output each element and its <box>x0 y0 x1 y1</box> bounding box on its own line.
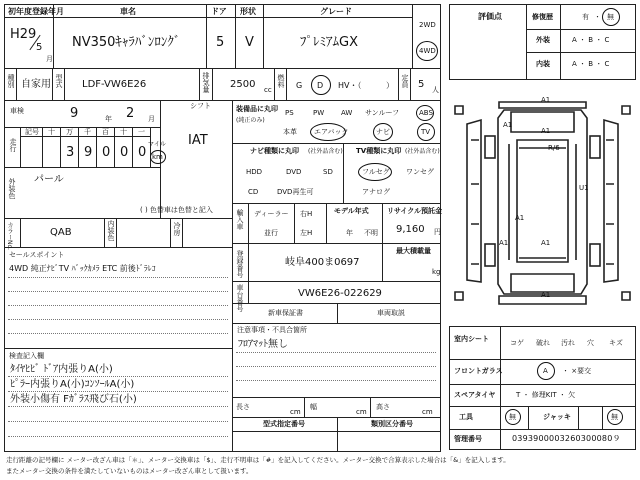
diagram-mark-1: A1 <box>541 96 551 104</box>
displacement-value: 2500 <box>230 79 256 90</box>
diagram-mark-2: A1 <box>503 121 513 129</box>
tools-label: 工具 <box>459 413 473 421</box>
inspection-month: 2 <box>126 106 135 121</box>
sales-point-text: 4WD 純正ﾅﾋﾞTV ﾊﾞｯｸｶﾒﾗ ETC 前後ﾄﾞﾗﾚｺ <box>9 264 156 273</box>
month-unit: 月 <box>46 55 53 63</box>
capacity-label: 定員 <box>401 74 409 88</box>
drive-4wd: 4WD <box>419 47 436 55</box>
repair-history-label: 修復歴 <box>532 13 553 21</box>
use-prefix-label: 種別 <box>7 74 15 88</box>
seat-item-4: キズ <box>609 339 623 347</box>
class-number-label: 類別区分番号 <box>371 420 413 428</box>
use-value: 自家用 <box>21 79 51 90</box>
grade-label: グレード <box>320 7 352 16</box>
model-value: LDF-VW6E26 <box>82 79 147 90</box>
door-label: ドア <box>211 7 227 16</box>
recycle-value: 9,160 <box>396 224 425 235</box>
inspection-label: 車検 <box>10 107 24 115</box>
exterior-note: ( ) 色替車は色替と記入 <box>140 206 213 214</box>
dim-length-cm: cm <box>290 408 301 416</box>
tv-type-sub: (社外品含む) <box>405 148 440 155</box>
navi-type-label: ナビ種類に丸印 <box>250 147 299 155</box>
notes-label: 注意事項・不具合箇所 <box>237 326 307 334</box>
tv-type-label: TV種類に丸印 <box>356 147 402 155</box>
footer-line-1: 走行距離の記号欄に メーター改ざん車は「＊」、メーター交換車は「$」、走行不明車は「#」を記入してください。メーター交換で合算表示した場合は「&」を記入します。 <box>6 456 510 464</box>
equip-navi: ナビ <box>376 128 390 136</box>
model-year-label: モデル年式 <box>334 207 369 215</box>
mileage-digit-2: 0 <box>102 145 111 160</box>
max-load-kg: kg <box>432 268 441 276</box>
inspection-year-unit: 年 <box>105 115 112 123</box>
repair-yes: 有 <box>582 13 589 21</box>
glass-x: ・ ×要交 <box>562 367 592 375</box>
mileage-km: km <box>152 153 163 161</box>
import-label: 輸入車 <box>236 209 244 230</box>
exterior-value: パール <box>34 174 64 185</box>
import-right: 右H <box>300 210 313 218</box>
cooler-label: 冷房 <box>173 222 181 236</box>
sales-point-label: セールスポイント <box>9 251 65 259</box>
mileage-hdr-6: 一 <box>138 128 145 136</box>
notes-text: ﾌﾛｱﾏｯﾄ無し <box>238 339 288 350</box>
exterior-label: 外装色 <box>8 178 16 199</box>
capacity-unit: 人 <box>432 86 439 94</box>
first-reg-year: H29 <box>10 27 37 42</box>
diagram-mark-5: U1 <box>579 184 589 192</box>
dim-height: 高さ <box>376 403 390 411</box>
fuel-hv: HV・（ <box>338 81 362 90</box>
drive-2wd: 2WD <box>419 21 436 29</box>
first-reg-label: 初年度登録年月 <box>8 7 64 16</box>
mileage-hdr-4: 百 <box>102 128 109 136</box>
repair-no: 無 <box>607 13 614 21</box>
recycle-yen: 円 <box>434 228 441 236</box>
eval-exterior-label: 外装 <box>536 36 550 44</box>
seat-item-3: 穴 <box>587 339 594 347</box>
recycle-label: リサイクル預託金 <box>387 207 443 215</box>
inspection-month-unit: 月 <box>148 115 155 123</box>
displacement-label: 排気量 <box>202 72 210 93</box>
vehicle-manual: 車両取説 <box>377 309 405 317</box>
car-name-label: 車名 <box>120 7 136 16</box>
dim-width-cm: cm <box>356 408 367 416</box>
equip-ps: PS <box>285 109 294 117</box>
navi-type-sub: (社外品含む) <box>308 148 343 155</box>
registration-label: 登録番号 <box>236 250 244 278</box>
footer-line-2: またメーター交換の条件を満たしていないものはメーター改ざん車として扱います。 <box>6 467 253 475</box>
glass-label: フロントガラス <box>454 367 503 375</box>
glass-a: A <box>543 367 548 375</box>
model-label: 型式 <box>55 74 63 88</box>
car-name-value: NV350ｷｬﾗﾊﾞﾝﾛﾝｸﾞ <box>72 35 181 50</box>
seat-item-2: 汚れ <box>561 339 575 347</box>
eval-interior-abc: A ・ B ・ C <box>572 60 610 68</box>
shape-label: 形状 <box>240 7 256 16</box>
equip-abs: ABS <box>419 109 433 117</box>
mileage-mile: マイル <box>148 141 166 148</box>
color-no-label: カラーNo. <box>6 222 13 250</box>
jack-value: 無 <box>611 413 618 421</box>
cc-unit: cc <box>264 86 272 94</box>
equipment-label: 装備品に丸印 <box>236 105 278 113</box>
diagram-mark-8: A1 <box>541 239 551 247</box>
grade-value: ﾌﾟﾚﾐｱﾑGX <box>300 35 358 50</box>
import-left: 左H <box>300 229 313 237</box>
inspector-line-2: ﾋﾟﾗｰ内張りA(小)ｺﾝｿｰﾙA(小) <box>10 379 135 390</box>
doors-value: 5 <box>216 35 225 50</box>
mileage-hdr-0: 記号 <box>25 128 39 136</box>
diagram-mark-9: A1 <box>541 291 551 299</box>
capacity-value: 5 <box>418 79 425 90</box>
tools-value: 無 <box>509 413 516 421</box>
seat-item-0: コゲ <box>510 339 524 347</box>
navi-dvd-play: DVD再生可 <box>277 188 314 196</box>
spare-items: T ・ 修理KIT ・ 欠 <box>516 391 576 399</box>
equipment-sub: (純正のみ) <box>236 117 265 124</box>
navi-dvd: DVD <box>286 168 302 176</box>
interior-color-label: 内装色 <box>107 220 115 241</box>
seat-label: 室内シート <box>454 335 489 343</box>
mgmt-value: 0393900003260300080９ <box>512 434 621 443</box>
shift-label: シフト <box>190 102 211 110</box>
eval-exterior-abc: A ・ B ・ C <box>572 36 610 44</box>
equip-tv: TV <box>421 128 431 136</box>
tv-oneseg: ワンセグ <box>406 168 434 176</box>
chassis-label: 車台番号 <box>236 284 244 312</box>
import-parallel: 並行 <box>264 229 278 237</box>
equip-airbag: エアバック <box>314 128 349 136</box>
mileage-hdr-5: 十 <box>120 128 127 136</box>
shift-value: IAT <box>188 133 208 148</box>
equip-pw: PW <box>313 109 325 117</box>
dim-length: 長さ <box>236 403 250 411</box>
diagram-mark-7: A1 <box>499 239 509 247</box>
navi-cd: CD <box>248 188 259 196</box>
mgmt-label: 管理番号 <box>454 435 482 443</box>
model-year-unknown: 不明 <box>364 229 378 237</box>
inspector-line-3: 外装小傷有 Fｶﾞﾗｽ飛び石(小) <box>10 394 137 405</box>
equip-aw: AW <box>341 109 353 117</box>
jack-label: ジャッキ <box>543 413 571 421</box>
tv-analog: アナログ <box>362 188 390 196</box>
mileage-label: 走行 <box>9 138 17 152</box>
fuel-label: 燃料 <box>277 74 285 88</box>
inspector-label: 検査記入欄 <box>9 352 44 360</box>
registration-value: 岐阜400ま0697 <box>285 257 360 268</box>
max-load-label: 最大積載量 <box>396 247 431 255</box>
inspector-line-1: ﾀｲﾔﾋﾋﾞ ﾄﾞｱ内張りA(小) <box>10 364 113 375</box>
navi-sd: SD <box>323 168 333 176</box>
car-damage-diagram <box>449 84 636 320</box>
dim-width: 幅 <box>310 403 317 411</box>
dim-height-cm: cm <box>422 408 433 416</box>
fuel-d: D <box>317 81 324 90</box>
new-car-warranty: 新車保証書 <box>268 309 303 317</box>
diagram-mark-3: A1 <box>541 127 551 135</box>
inspection-year: 9 <box>70 106 79 121</box>
mileage-hdr-2: 万 <box>66 128 73 136</box>
diagram-mark-4: R/6 <box>548 144 560 152</box>
fuel-g: G <box>296 81 303 90</box>
equip-sunroof: サンルーフ <box>365 109 400 117</box>
diagram-mark-6: A1 <box>515 214 525 222</box>
tv-fullseg: フルセグ <box>362 168 390 176</box>
evaluation-label: 評価点 <box>478 12 502 21</box>
mileage-hdr-3: 千 <box>84 128 91 136</box>
mileage-hdr-1: 十 <box>48 128 55 136</box>
chassis-value: VW6E26-022629 <box>298 288 382 299</box>
type-designation-label: 型式指定番号 <box>263 420 305 428</box>
mileage-digit-3: 0 <box>120 145 129 160</box>
mileage-digit-4: 0 <box>138 145 147 160</box>
mileage-digit-1: 9 <box>84 145 93 160</box>
color-no-value: QAB <box>50 227 72 238</box>
repair-dot: ・ <box>594 13 601 21</box>
equip-leather: 本革 <box>283 128 297 136</box>
navi-hdd: HDD <box>246 168 263 176</box>
eval-interior-label: 内装 <box>536 60 550 68</box>
first-reg-month: 5 <box>36 42 43 53</box>
fuel-paren: ） <box>386 81 394 90</box>
mileage-digit-0: 3 <box>66 145 75 160</box>
model-year-unit: 年 <box>346 229 353 237</box>
seat-item-1: 破れ <box>536 339 550 347</box>
shape-value: V <box>245 35 254 50</box>
spare-label: スペアタイヤ <box>454 391 496 399</box>
import-dealer: ディーラー <box>254 210 289 218</box>
